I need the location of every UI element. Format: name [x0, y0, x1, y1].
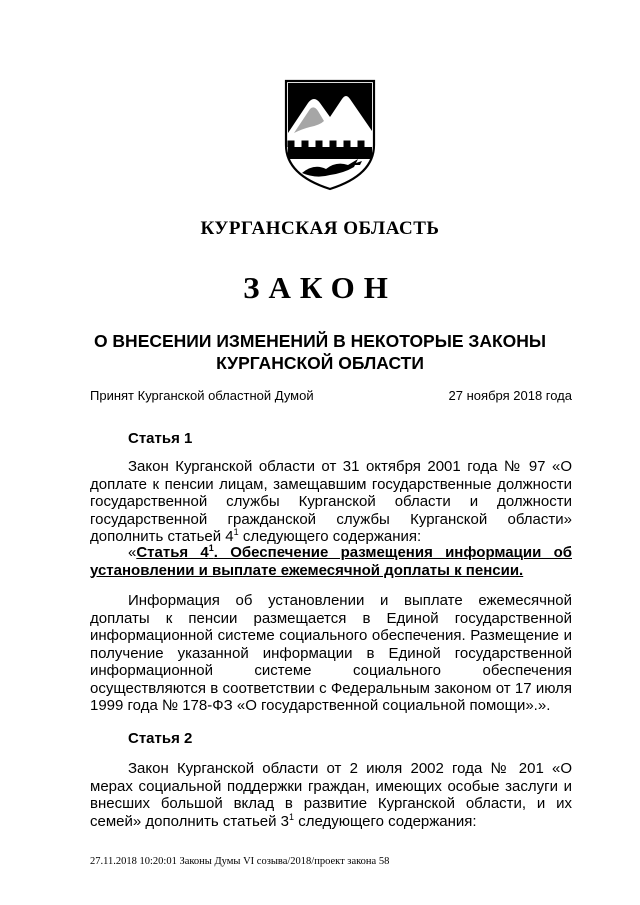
law-title: ЗАКОН	[243, 270, 397, 305]
new-article-4-1-title: «Статья $4^1$. Обеспечение размещения информации об установлении и выплате ежемесячной доплаты к пенсии.	[90, 543, 572, 579]
footer-stamp: 27.11.2018 10:20:01 Законы Думы VI созыва/2018/проект закона 58	[90, 856, 390, 867]
subtitle-line-1: О ВНЕСЕНИИ ИЗМЕНЕНИЙ В НЕКОТОРЫЕ ЗАКОНЫ	[93, 331, 547, 351]
article-1-heading: Статья 1	[128, 430, 193, 447]
new-article-4-1-body: Информация об установлении и выплате ежемесячной доплаты к пенсии размещается в Единой государственной информационной системе социального обеспечения. Размещение и получение указанной информации в Единой государственной информационной системе социального обеспечения осуществляются в соответствии с Федеральным законом от 17 июля 1999 года № 178-ФЗ «О государственной социальной помощи».».	[90, 592, 572, 714]
adoption-date: 27 ноября 2018 года	[448, 388, 572, 403]
adopted-by: Принят Курганской областной Думой	[90, 388, 314, 403]
article-2-intro: Закон Курганской области от 2 июля 2002 года № 201 «О мерах социальной поддержки граждан, имеющих особые заслуги и внесших большой вклад в развитие Курганской области, и их семей» дополнить статьей $3^1$ следующего содержания:	[90, 760, 572, 830]
subtitle-line-2: КУРГАНСКОЙ ОБЛАСТИ	[216, 353, 424, 373]
law-subtitle	[60, 330, 580, 374]
adoption-row	[90, 388, 572, 403]
coat-of-arms-icon	[280, 75, 380, 193]
article-1-intro: Закон Курганской области от 31 октября 2001 года № 97 «О доплате к пенсии лицам, замещавшим государственные должности государственной службы Курганской области и должности государственной гражданской службы Курганской области» дополнить статьей $4^1$ следующего содержания:	[90, 458, 572, 545]
region-title: КУРГАНСКАЯ ОБЛАСТЬ	[200, 218, 440, 239]
article-2-heading: Статья 2	[128, 730, 193, 747]
